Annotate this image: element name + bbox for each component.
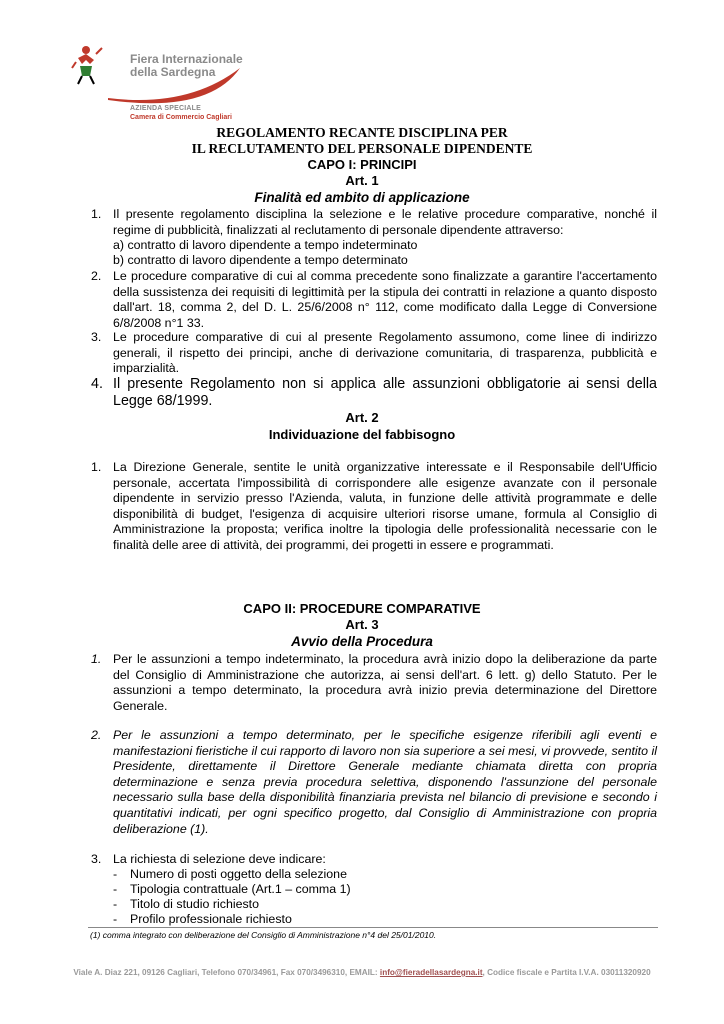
art2-subheading: Individuazione del fabbisogno: [268, 427, 456, 442]
art3-heading: Art. 3: [345, 617, 379, 632]
art1-subheading: Finalità ed ambito di applicazione: [254, 190, 470, 205]
org-name-line2: della Sardegna: [130, 65, 216, 79]
footer-email-link[interactable]: info@fieradellasardegna.it: [379, 968, 483, 977]
art3-item3-text: La richiesta di selezione deve indicare:: [113, 852, 326, 866]
art3-subheading: Avvio della Procedura: [291, 634, 433, 649]
list-bullet: -: [113, 912, 118, 926]
footnote-divider: [88, 927, 658, 928]
capo1-heading: CAPO I: PRINCIPI: [307, 157, 417, 172]
art1-item3-text: Le procedure comparative di cui al presente Regolamento assumono, come linee di indirizzo generali, il rispetto dei principi, anche di derivazione comunitaria, di trasparenza, pubblicità e imparzialità.: [113, 330, 657, 376]
art1-item4-number: 4.: [91, 376, 103, 392]
list-bullet: -: [113, 867, 118, 881]
capo2-heading: CAPO II: PROCEDURE COMPARATIVE: [243, 601, 481, 616]
art2-item1-number: 1.: [91, 460, 102, 474]
art3-item1-text: Per le assunzioni a tempo indeterminato, la procedura avrà inizio dopo la deliberazione da parte del Consiglio di Amministrazione che autorizza, ai sensi dell'art. 6 lett. g) dello Statuto. Per le assunzioni a tempo determinato, la procedura avrà inizio previa determinazione del Direttore Generale.: [113, 652, 657, 713]
list-bullet: -: [113, 897, 118, 911]
footer-tax-info: , Codice fiscale e Partita I.V.A. 03011320920: [482, 968, 651, 977]
art2-heading: Art. 2: [345, 410, 379, 425]
list-item: Titolo di studio richiesto: [130, 897, 260, 911]
footnote: (1) comma integrato con deliberazione del Consiglio di Amministrazione n°4 del 25/01/2010.: [90, 930, 437, 940]
art1-item1-option-a: a) contratto di lavoro dipendente a tempo indeterminato: [113, 238, 418, 252]
art3-item3-number: 3.: [91, 852, 102, 866]
document-title-line2: IL RECLUTAMENTO DEL PERSONALE DIPENDENTE: [191, 141, 533, 156]
art3-item2-number: 2.: [91, 728, 102, 742]
art3-item2-text: Per le assunzioni a tempo determinato, per le specifiche esigenze riferibili agli eventi e manifestazioni fieristiche il cui rapporto di lavoro non sia superiore a sei mesi, vi provvede, sentito il Presidente, direttamente il Direttore Generale mediante chiamata diretta con propria determinazione e senza previa procedura selettiva, disponendo l'assunzione del personale necessario sulla base della disponibilità finanziaria prevista nel bilancio di previsione e secondo i quantitativi indicati, per ogni specifico progetto, dal Consiglio di Amministrazione con propria deliberazione (1).: [113, 728, 657, 836]
art1-item1-option-b: b) contratto di lavoro dipendente a tempo determinato: [113, 253, 408, 267]
art1-item1-text: Il presente regolamento disciplina la selezione e le relative procedure comparative, nonché il regime di pubblicità, finalizzati al reclutamento di personale dipendente attraverso:: [113, 207, 657, 237]
document-title-line1: REGOLAMENTO RECANTE DISCIPLINA PER: [216, 125, 508, 140]
art2-item1-text: La Direzione Generale, sentite le unità organizzative interessate e il Responsabile dell'Ufficio personale, accertata l'impossibilità di corrispondere alle esigenze avanzate con il personale dipendente in servizio presso l'Azienda, valuta, in funzione delle attività programmate e delle disponibilità di budget, l'esigenza di acquisire ulteriori risorse umane, formula al Consiglio di Amministrazione la proposta; verifica inoltre la tipologia delle professionalità necessarie con le finalità delle aree di attività, dei programmi, dei progetti in essere e programmati.: [113, 460, 657, 552]
art1-item2-number: 2.: [91, 269, 102, 283]
art1-heading: Art. 1: [345, 173, 379, 188]
art1-item1-number: 1.: [91, 207, 102, 221]
org-name-line1: Fiera Internazionale: [130, 52, 243, 66]
org-subtitle-line2: Camera di Commercio Cagliari: [130, 114, 232, 121]
art1-item2-text: Le procedure comparative di cui al comma precedente sono finalizzate a garantire l'accertamento della sussistenza dei requisiti di legittimità per la stipula dei contratti in relazione a quanto disposto dall'art. 18, comma 2, del D. L. 25/6/2008 n° 112, come modificato dalla Legge di Conversione 6/8/2008 n°1 33.: [113, 269, 657, 330]
list-item: Numero di posti oggetto della selezione: [130, 867, 347, 881]
art1-item4-text: Il presente Regolamento non si applica alle assunzioni obbligatorie ai sensi della Legge 68/1999.: [113, 376, 657, 409]
art1-item3-number: 3.: [91, 330, 102, 344]
art3-item1-number: 1.: [91, 652, 102, 666]
footer-address: Viale A. Diaz 221, 09126 Cagliari, Telefono 070/34961, Fax 070/3496310, EMAIL:: [73, 968, 380, 977]
list-item: Profilo professionale richiesto: [130, 912, 292, 926]
list-bullet: -: [113, 882, 118, 896]
list-item: Tipologia contrattuale (Art.1 – comma 1): [130, 882, 351, 896]
org-subtitle-line1: AZIENDA SPECIALE: [130, 105, 202, 112]
page-footer: [0, 968, 724, 977]
